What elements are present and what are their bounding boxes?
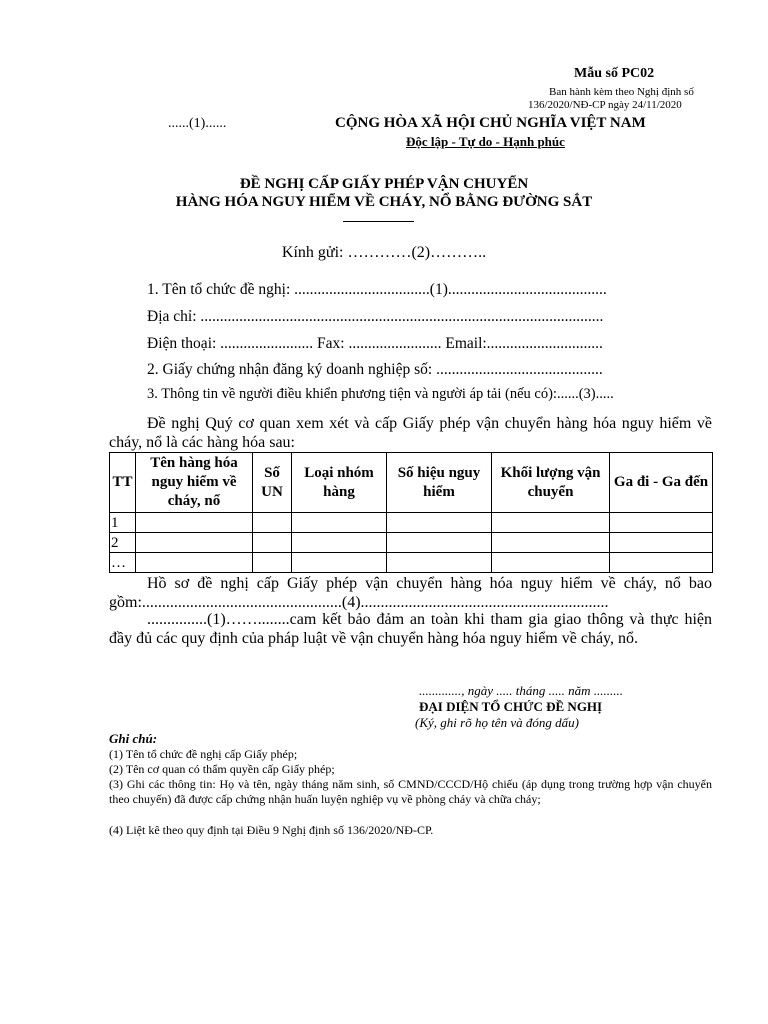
driver-info-field: 3. Thông tin về người điều khiển phương tiện và người áp tải (nếu có):......(3)..... [147, 386, 614, 402]
row-index: 2 [110, 533, 136, 553]
note-item: (4) Liệt kê theo quy định tại Điều 9 Nghị định số 136/2020/NĐ-CP. [109, 823, 434, 837]
organization-name-field: 1. Tên tổ chức đề nghị: ...................................(1)......................................... [147, 281, 607, 298]
header-un-number: Số UN [253, 453, 292, 513]
table-cell [292, 553, 387, 573]
table-cell [387, 513, 492, 533]
row-index: … [110, 553, 136, 573]
table-cell [136, 533, 253, 553]
table-cell [292, 513, 387, 533]
header-hazard-number: Số hiệu nguy hiểm [387, 453, 492, 513]
table-header-row [110, 453, 713, 513]
table-cell [610, 513, 713, 533]
commitment-paragraph: ...............(1)……........cam kết bảo đảm an toàn khi tham gia giao thông và thực hiện đầy đủ các quy định của pháp luật về vận chuyển hàng hóa nguy hiểm về cháy, nổ. [109, 611, 712, 647]
signature-date-line: ............., ngày ..... tháng ..... năm ......... [419, 683, 624, 698]
notes-label: Ghi chú: [109, 731, 158, 746]
decree-reference-line1: Ban hành kèm theo Nghị định số [549, 86, 694, 98]
table-row [110, 513, 713, 533]
nation-title: CỘNG HÒA XÃ HỘI CHỦ NGHĨA VIỆT NAM [335, 115, 646, 131]
header-tt: TT [110, 453, 136, 513]
form-code: Mẫu số PC02 [574, 66, 655, 81]
table-row [110, 553, 713, 573]
table-cell [492, 513, 610, 533]
dossier-paragraph: Hồ sơ đề nghị cấp Giấy phép vận chuyển hàng hóa nguy hiểm về cháy, nổ bao gồm:..................................................(4).............................................................. [109, 575, 712, 611]
table-cell [610, 533, 713, 553]
document-title-line1: ĐỀ NGHỊ CẤP GIẤY PHÉP VẬN CHUYỂN [239, 176, 529, 192]
recipient-line: Kính gửi: …………(2)……….. [281, 244, 487, 261]
note-item: (3) Ghi các thông tin: Họ và tên, ngày tháng năm sinh, số CMND/CCCD/Hộ chiếu (áp dụng trong trường hợp vận chuyển theo chuyến) đã được cấp chứng nhận huấn luyện nghiệp vụ về phòng cháy và chữa cháy; [109, 777, 712, 806]
table-cell [253, 553, 292, 573]
address-field: Địa chỉ: ........................................................................................................ [147, 308, 604, 325]
table-cell [136, 553, 253, 573]
table-cell [253, 513, 292, 533]
table-cell [387, 533, 492, 553]
request-paragraph: Đề nghị Quý cơ quan xem xét và cấp Giấy phép vận chuyển hàng hóa nguy hiểm về cháy, nổ là các hàng hóa sau: [109, 415, 712, 451]
signature-title: ĐẠI DIỆN TỔ CHỨC ĐỀ NGHỊ [419, 699, 603, 714]
table-cell [292, 533, 387, 553]
header-goods-name: Tên hàng hóa nguy hiểm về cháy, nổ [136, 453, 253, 513]
header-weight: Khối lượng vận chuyển [492, 453, 610, 513]
organization-placeholder: ......(1)...... [168, 116, 227, 131]
note-item: (1) Tên tổ chức đề nghị cấp Giấy phép; [109, 747, 298, 761]
table-cell [610, 553, 713, 573]
table-cell [253, 533, 292, 553]
table-row [110, 533, 713, 553]
phone-fax-email-field: Điện thoại: ........................ Fax: ........................ Email:.............................. [147, 335, 603, 352]
header-goods-group: Loại nhóm hàng [292, 453, 387, 513]
row-index: 1 [110, 513, 136, 533]
table-cell [387, 553, 492, 573]
table-cell [136, 513, 253, 533]
header-stations: Ga đi - Ga đến [610, 453, 713, 513]
table-cell [492, 553, 610, 573]
signature-instruction: (Ký, ghi rõ họ tên và đóng dấu) [415, 715, 579, 730]
decree-reference-line2: 136/2020/NĐ-CP ngày 24/11/2020 [528, 99, 682, 111]
note-item: (2) Tên cơ quan có thẩm quyền cấp Giấy phép; [109, 762, 335, 776]
dangerous-goods-table [109, 452, 713, 573]
business-registration-field: 2. Giấy chứng nhận đăng ký doanh nghiệp số: ........................................... [147, 361, 603, 378]
national-motto: Độc lập - Tự do - Hạnh phúc [406, 134, 565, 149]
table-cell [492, 533, 610, 553]
document-title-line2: HÀNG HÓA NGUY HIỂM VỀ CHÁY, NỔ BẰNG ĐƯỜNG SẮT [175, 194, 593, 210]
title-underline [343, 221, 414, 222]
